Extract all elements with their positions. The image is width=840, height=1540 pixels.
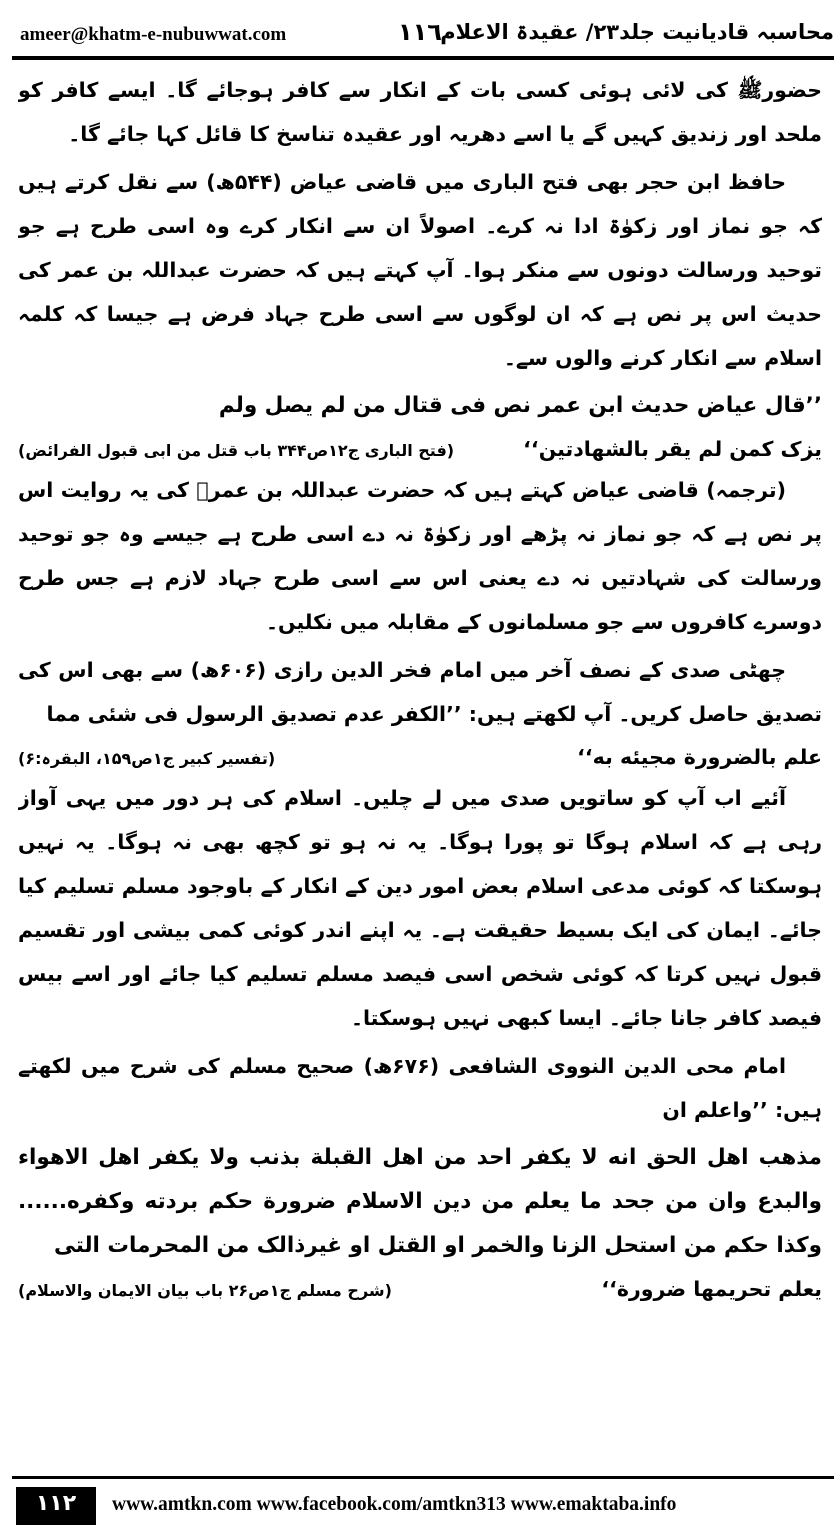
paragraph-seventh-century: آئیے اب آپ کو ساتویں صدی میں لے چلیں۔ اسلام کی ہر دور میں یہی آواز رہی ہے کہ اسلام ہوگا تو پورا ہوگا۔ یہ نہ ہو تو کچھ بھی نہ ہوگا۔ یہ نہیں ہوسکتا کہ کوئی مدعی اسلام بعض امور دین کے انکار کے باوجود مسلم تسلیم کیا جائے۔ ایمان کی ایک بسیط حقیقت ہے۔ یہ اپنے اندر کوئی کمی بیشی اور تقسیم قبول نہیں کرتا کہ کوئی شخص اسی فیصد مسلم تسلیم کیا جائے اور اسے بیس فیصد کافر جانا جائے۔ ایسا کبھی نہیں ہوسکتا۔ bbox=[18, 786, 822, 1030]
paragraph-translation: (ترجمہ) قاضی عیاض کہتے ہیں کہ حضرت عبداللہ بن عمرؓ کی یہ روایت اس پر نص ہے کہ جو نماز نہ پڑھے اور زکوٰۃ نہ دے اسی طرح ہے جیسے وہ جو توحید ورسالت کی شہادتیں نہ دے یعنی اس سے اسی طرح جہاد لازم ہے جس طرح دوسرے کافروں سے جو مسلمانوں کے مقابلہ میں نکلیں۔ bbox=[18, 478, 822, 634]
footer-page-number-box bbox=[16, 1487, 96, 1525]
quote-1-reference-line bbox=[18, 432, 822, 468]
arabic-quote-3-end: یعلم تحریمها ضرورة‘‘ bbox=[601, 1277, 822, 1301]
arabic-quote-1: ’’قال عیاض حدیث ابن عمر نص فی قتال من لم یصل ولم bbox=[218, 393, 822, 418]
reference-fath-al-bari: (فتح الباری ج۱۲ص۳۴۴ باب قتل من ابی قبول الفرائض) bbox=[18, 441, 455, 460]
quote-3-reference-line bbox=[18, 1272, 822, 1308]
quote-2-reference-line bbox=[18, 740, 822, 776]
footer-rule bbox=[12, 1476, 834, 1479]
reference-sharh-muslim: (شرح مسلم ج۱ص۲۶ باب بیان الایمان والاسلام) bbox=[18, 1281, 392, 1300]
paragraph-nawawi: امام محی الدین النووی الشافعی (۶۷۶ھ) صحیح مسلم کی شرح میں لکھتے ہیں: ’’واعلم ان bbox=[18, 1054, 822, 1122]
footer-website-links[interactable]: www.amtkn.com www.facebook.com/amtkn313 www.emaktaba.info bbox=[112, 1494, 677, 1515]
arabic-quote-1-end: یزک کمن لم یقر بالشهادتین‘‘ bbox=[523, 437, 822, 461]
reference-tafsir-kabir: (تفسیر کبیر ج۱ص۱۵۹، البقرہ:۶) bbox=[18, 749, 276, 768]
header-email: ameer@khatm-e-nubuwwat.com bbox=[20, 24, 287, 45]
arabic-quote-2-end: علم بالضرورة مجیئه به‘‘ bbox=[577, 745, 822, 769]
header-page-number: ١١٦ bbox=[398, 18, 442, 46]
header-rule bbox=[12, 56, 834, 60]
page-body bbox=[18, 68, 822, 1463]
footer-page-number: ١١٢ bbox=[35, 1491, 77, 1516]
header-book-title: محاسبہ قادیانیت جلد۲۳/ عقیدۃ الاعلام bbox=[440, 20, 834, 44]
arabic-quote-3: مذهب اهل الحق انه لا یکفر احد من اهل القبلة بذنب ولا یکفر اهل الاهواء والبدع وان من جحد ما یعلم من دین الاسلام ضرورة حکم بردته وکفره...... وکذا حکم من استحل الزنا والخمر او القتل او غیرذالک من المحرمات التی bbox=[18, 1145, 822, 1258]
paragraph-razi: چھٹی صدی کے نصف آخر میں امام فخر الدین رازی (۶۰۶ھ) سے بھی اس کی تصدیق حاصل کریں۔ آپ لکھتے ہیں: ’’الکفر عدم تصدیق الرسول فی شئی مما bbox=[18, 658, 822, 726]
paragraph-1: حضورﷺ کی لائی ہوئی کسی بات کے انکار سے کافر ہوجائے گا۔ ایسے کافر کو ملحد اور زندیق کہیں گے یا اسے دھریہ اور عقیدہ تناسخ کا قائل کہا جائے گا۔ bbox=[18, 78, 822, 146]
page-header bbox=[18, 14, 834, 54]
paragraph-2: حافظ ابن حجر بھی فتح الباری میں قاضی عیاض (۵۴۴ھ) سے نقل کرتے ہیں کہ جو نماز اور زکوٰۃ ادا نہ کرے۔ اصولاً ان سے انکار کرے وہ اسی طرح ہے جو توحید ورسالت دونوں سے منکر ہوا۔ آپ کہتے ہیں کہ حضرت عبداللہ بن عمر کی حدیث اس پر نص ہے کہ ان لوگوں سے اسی طرح جہاد فرض ہے جیسا کہ کلمہ اسلام سے انکار کرنے والوں سے۔ bbox=[18, 170, 822, 370]
